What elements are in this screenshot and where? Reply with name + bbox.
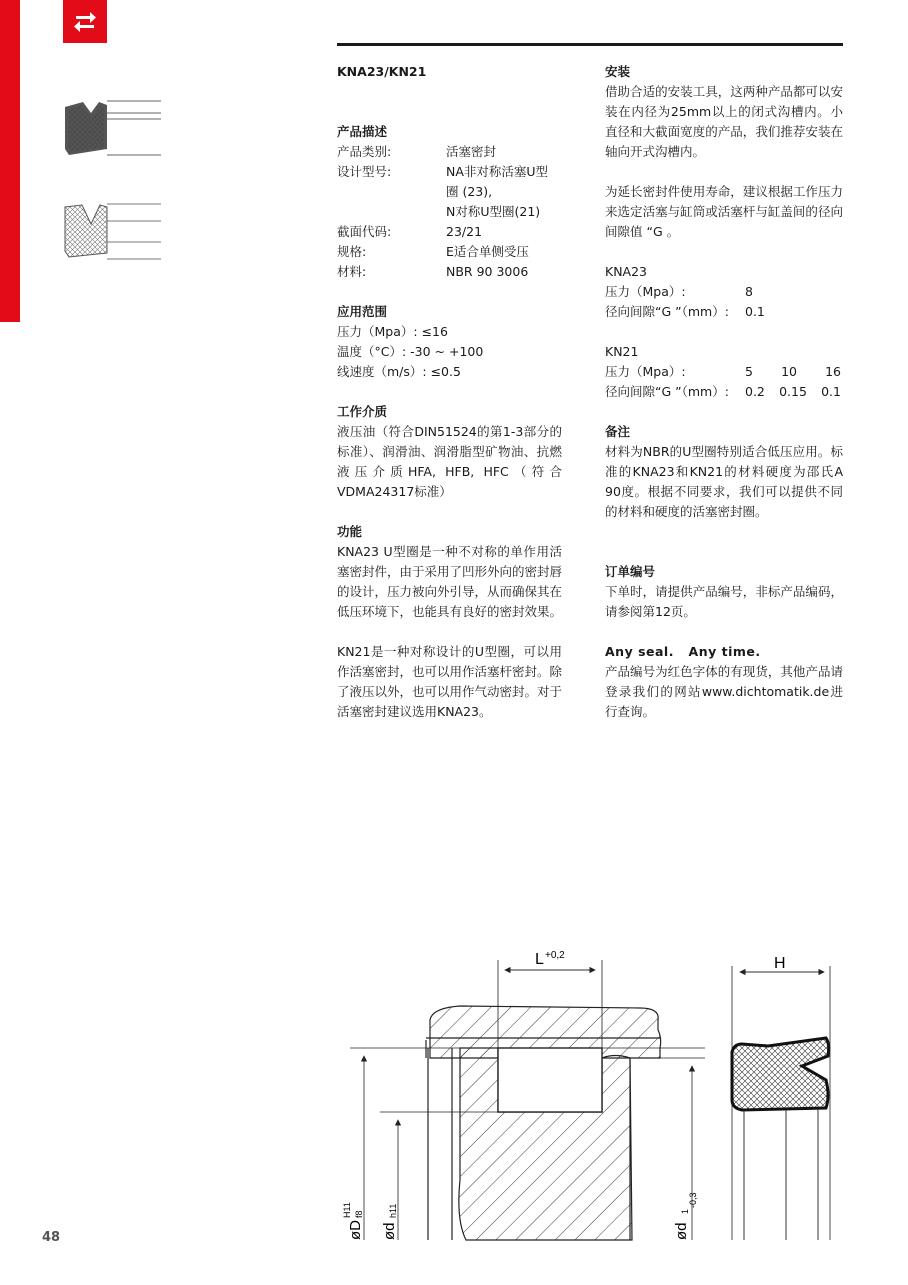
dim-D-tol-bottom: f8 (354, 1210, 364, 1218)
installation-heading: 安装 (605, 64, 631, 79)
dim-L-tolerance: +0,2 (545, 950, 565, 961)
kn21-gap-row: 径向间隙“G ”（mm）: 0.2 0.15 0.1 (605, 384, 841, 399)
description-row: 规格: E适合单侧受压 (337, 244, 529, 259)
description-row: 产品类别: 活塞密封 (337, 144, 497, 159)
double-arrow-icon (63, 0, 107, 43)
dim-d1-subscript: 1 (680, 1208, 690, 1214)
right-column (605, 62, 843, 722)
description-heading: 产品描述 (337, 124, 388, 139)
function-paragraph: KN21是一种对称设计的U型圈，可以用作活塞密封，也可以用作活塞杆密封。除了液压以外，也可以用作气动密封。对于活塞密封建议选用KNA23。 (337, 644, 563, 719)
dim-d-label: ød (381, 1222, 398, 1240)
function-paragraph: KNA23 U型圈是一种不对称的单作用活塞密封件，由于采用了凹形外向的密封唇的设计，压力被向外引导，从而确保其在低压环境下，也能具有良好的密封效果。 (337, 544, 563, 619)
groove-technical-drawing (340, 940, 860, 1245)
dim-D-label: øD (347, 1220, 364, 1240)
media-text: 液压油（符合DIN51524的第1-3部分的标准）、润滑油、润滑脂型矿物油、抗燃液压介质HFA, HFB, HFC（符合VDMA24317标准） (337, 424, 562, 499)
description-row: N对称U型圈(21) (446, 204, 541, 219)
dim-d1-tolerance: -0,3 (688, 1192, 698, 1208)
media-heading: 工作介质 (337, 404, 388, 419)
notes-heading: 备注 (605, 424, 631, 439)
dim-d-tolerance: h11 (388, 1203, 398, 1218)
kna23-gap-row: 径向间隙“G ”（mm）: 0.1 (605, 304, 765, 319)
function-heading: 功能 (337, 524, 363, 539)
application-line: 压力（Mpa）: ≤16 (337, 324, 448, 339)
left-column (337, 62, 562, 722)
side-color-bar (0, 0, 20, 322)
dim-H-label: H (774, 955, 786, 972)
kn21-pressure-row: 压力（Mpa）: 5 10 16 (605, 364, 841, 379)
order-heading: 订单编号 (605, 564, 656, 579)
installation-paragraph: 为延长密封件使用寿命，建议根据工作压力来选定活塞与缸筒或活塞杆与缸盖间的径向间隙值 “G 。 (605, 184, 843, 239)
order-text: 下单时，请提供产品编号，非标产品编码，请参阅第12页。 (605, 584, 843, 619)
application-line: 温度（°C）: -30 ~ +100 (337, 344, 484, 359)
description-row: 圈 (23), (446, 184, 493, 199)
kna23-title: KNA23 (605, 264, 648, 279)
description-row: 截面代码: 23/21 (337, 224, 483, 239)
notes-text: 材料为NBR的U型圈特别适合低压应用。标准的KNA23和KN21的材料硬度为邵氏A 90度。根据不同要求，我们可以提供不同的材料和硬度的活塞密封圈。 (605, 444, 843, 519)
application-line: 线速度（m/s）: ≤0.5 (337, 364, 461, 379)
dim-d1-label: ød (673, 1222, 690, 1240)
kn21-profile-figure (55, 197, 165, 267)
installation-paragraph: 借助合适的安装工具，这两种产品都可以安装在内径为25mm以上的闭式沟槽内。小直径和大截面宽度的产品，我们推荐安装在轴向开式沟槽内。 (605, 84, 843, 159)
kna23-profile-figure (55, 97, 165, 162)
kna23-pressure-row: 压力（Mpa）: 8 (605, 284, 753, 299)
description-row: 设计型号: NA非对称活塞U型 (337, 164, 549, 179)
slogan-text: 产品编号为红色字体的有现货，其他产品请登录我们的网站www.dichtomatik.de进行查询。 (605, 664, 843, 719)
product-title: KNA23/KN21 (337, 64, 427, 79)
description-row: 材料: NBR 90 3006 (337, 264, 529, 279)
dim-D-tol-top: H11 (342, 1202, 352, 1218)
page-number: 48 (42, 1230, 61, 1245)
header-rule (337, 43, 843, 46)
brand-logo (63, 0, 107, 43)
slogan-tagline: Any seal. Any time. (605, 644, 761, 659)
application-heading: 应用范围 (337, 304, 388, 319)
dim-L-label: L (535, 951, 544, 968)
kn21-title: KN21 (605, 344, 639, 359)
